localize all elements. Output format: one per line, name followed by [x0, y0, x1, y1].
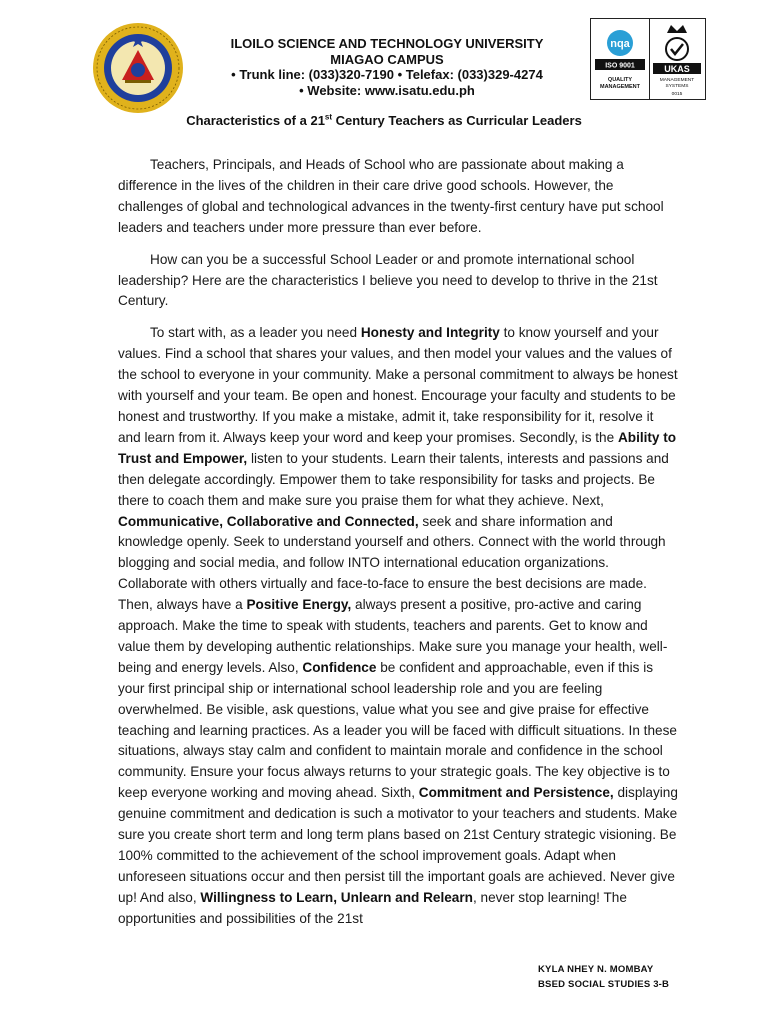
keyword-positive-energy: Positive Energy,	[246, 597, 352, 613]
ukas-sub-2: SYSTEMS	[665, 84, 689, 89]
page-title	[0, 113, 768, 128]
keyword-communicative: Communicative, Collaborative and Connected,	[118, 513, 419, 529]
text-run: To start with, as a leader you need	[150, 325, 361, 341]
keyword-trust-empower: Ability to Trust and Empower,	[118, 429, 677, 466]
text-run: always present a positive, pro-active and caring approach. Make the time to speak with students, teachers and parents. Get to know and value them by developing authentic relationships. Make sure you manage your health, well-being and energy levels. Also,	[118, 597, 668, 675]
text-run: , never stop learning! The opportunities and possibilities of the 21st	[118, 889, 627, 926]
author-course: BSED SOCIAL STUDIES 3-B	[538, 979, 670, 990]
ukas-code: 0015	[671, 92, 683, 97]
keyword-commitment-persistence: Commitment and Persistence,	[418, 785, 614, 801]
crown-icon	[667, 25, 687, 33]
paragraph-3	[118, 323, 678, 929]
author-name: KYLA NHEY N. MOMBAY	[538, 964, 654, 975]
text-run: to know yourself and your values. Find a school that shares your values, and then model your values and the values of the school to everyone in your community. Make a personal commitment to always be honest with yourself and your team. Be open and honest. Encourage your faculty and students to be honest and trustworthy. If you make a mistake, admit it, take responsibility for it, resolve it and learn from it. Always keep your word and keep your promises. Secondly, is the	[118, 325, 678, 445]
ukas-logo	[649, 19, 705, 99]
document-body	[118, 155, 678, 941]
nqa-iso-logo	[591, 19, 650, 99]
university-name: ILOILO SCIENCE AND TECHNOLOGY UNIVERSITY	[230, 36, 544, 51]
campus-name: MIAGAO CAMPUS	[330, 51, 444, 67]
ukas-sub-1: MANAGEMENT	[659, 78, 695, 83]
author-signature	[538, 962, 669, 992]
text-run: be confident and approachable, even if this is your first principal ship or international school leadership role and you are feeling overwhelmed. Be visible, ask questions, value what you see and give praise for effective teaching and learning practices. As a leader you will be faced with difficult situations. In these situations, always stay calm and confident to maintain morale and confidence in the school community. Ensure your focus always returns to your strategic goals. The key objective is to keep everyone working and moving ahead. Sixth,	[118, 659, 677, 801]
certification-badge	[590, 18, 706, 100]
quality-label-2: MANAGEMENT	[599, 84, 641, 90]
keyword-confidence: Confidence	[302, 659, 377, 675]
title-suffix: Century Teachers as Curricular Leaders	[332, 113, 582, 128]
title-prefix: Characteristics of a 21	[186, 113, 325, 128]
ukas-label: UKAS	[664, 64, 690, 74]
page-header	[0, 0, 768, 110]
title-superscript: st	[324, 112, 333, 122]
quality-label-1: QUALITY	[607, 77, 633, 83]
keyword-willingness-learn: Willingness to Learn, Unlearn and Relearn	[200, 889, 473, 905]
paragraph-2: How can you be a successful School Leader or and promote international school leadership? Here are the characteristics I believe you need to develop to thrive in the 21st Century.	[118, 251, 658, 309]
paragraph-1: Teachers, Principals, and Heads of School who are passionate about making a difference in the lives of the children in their care drive good schools. However, the challenges of global and technological advances in the twenty-first century have put school leaders and teachers under more pressure than ever before.	[118, 157, 664, 235]
keyword-honesty-integrity: Honesty and Integrity	[360, 325, 500, 341]
checkmark-icon	[671, 44, 683, 54]
contact-line: • Trunk line: (033)320-7190 • Telefax: (033)329-4274	[231, 67, 543, 82]
university-info	[196, 36, 578, 98]
university-seal-icon	[92, 22, 184, 114]
text-run: seek and share information and knowledge openly. Seek to understand yourself and others. Connect with the world through blogging and social media, and follow INTO international education organizations. Collaborate with others virtually and face-to-face to ensure the best decisions are made. Then, always have a	[118, 513, 666, 613]
text-run: listen to your students. Learn their talents, interests and passions and then delegate accordingly. Empower them to take responsibility for tasks and projects. Be there to coach them and make sure you praise them for what they achieve. Next,	[118, 450, 669, 508]
website-line: • Website: www.isatu.edu.ph	[299, 82, 475, 98]
iso-label: ISO 9001	[605, 62, 635, 70]
nqa-label: nqa	[610, 38, 630, 50]
text-run: displaying genuine commitment and dedication is such a motivator to your teachers and students. Make sure you create short term and long term plans based on 21st Century strategic visioning. Be 100% committed to the achievement of the school improvement goals. Adapt when unforeseen situations occur and then persist till the important goals are achieved. Never give up! And also,	[118, 785, 678, 905]
